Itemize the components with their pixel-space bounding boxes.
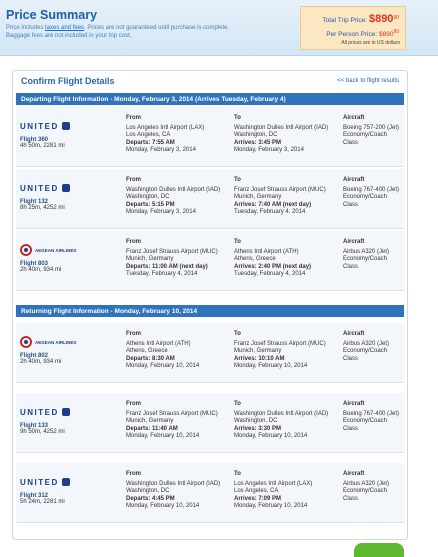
from-label: From [126, 115, 141, 121]
from-date: Monday, February 3, 2014 [126, 147, 196, 153]
flight-row [16, 323, 404, 383]
airline-info [20, 405, 106, 435]
from-column [126, 115, 226, 155]
aircraft-type: Airbus A320 (Jet) [343, 248, 390, 255]
aircraft-column [343, 471, 403, 503]
flight-row [16, 169, 404, 229]
back-to-results-link[interactable]: << back to flight results [337, 78, 399, 84]
panel-title: Confirm Flight Details [21, 76, 115, 86]
from-date: Tuesday, February 4, 2014 [126, 271, 198, 277]
aircraft-type: Boeing 767-400 (Jet) [343, 410, 400, 417]
from-city: Washington, DC [126, 194, 170, 200]
price-note [6, 24, 296, 32]
per-person-price: $890 [378, 31, 394, 39]
from-airport: Washington Dulles Intl Airport (IAD) [126, 186, 221, 193]
arrives-time: Arrives: 3:45 PM [234, 139, 282, 146]
to-column [234, 115, 339, 155]
arrives-time: Arrives: 7:09 PM [234, 495, 282, 502]
panel-header [13, 71, 407, 91]
price-summary [0, 0, 438, 56]
airline-name: AEGEAN AIRLINES [35, 247, 77, 253]
airline-info [20, 181, 106, 211]
from-label: From [126, 239, 141, 245]
aegean-logo [20, 335, 106, 349]
flight-duration: 9h 50m, 4252 mi [20, 429, 65, 435]
aircraft-type: Airbus A320 (Jet) [343, 340, 390, 347]
to-column [234, 471, 339, 511]
aircraft-label: Aircraft [343, 177, 365, 183]
from-city: Munich, Germany [126, 256, 174, 262]
from-city: Munich, Germany [126, 418, 174, 424]
to-airport: Franz Josef Strauss Airport (MUC) [234, 186, 326, 193]
airline-name: UNITED [20, 407, 59, 417]
globe-icon [62, 184, 70, 192]
aircraft-column [343, 177, 403, 209]
cabin-class: Economy/Coach Class [343, 348, 388, 362]
to-airport: Franz Josef Strauss Airport (MUC) [234, 340, 326, 347]
departing-section-bar [16, 93, 404, 105]
from-airport: Washington Dulles Intl Airport (IAD) [126, 480, 221, 487]
aircraft-label: Aircraft [343, 115, 365, 121]
arrives-time: Arrives: 10:10 AM [234, 355, 285, 362]
cabin-class: Economy/Coach Class [343, 132, 388, 146]
to-city: Washington, DC [234, 132, 278, 138]
from-airport: Franz Josef Strauss Airport (MUC) [126, 248, 218, 255]
to-airport: Washington Dulles Intl Airport (IAD) [234, 124, 329, 131]
to-column [234, 401, 339, 441]
from-column [126, 239, 226, 279]
to-date: Monday, February 3, 2014 [234, 147, 304, 153]
flight-number: Flight 133 [20, 423, 49, 429]
aegean-logo [20, 243, 106, 257]
total-price-cents: 90 [393, 14, 399, 21]
from-airport: Los Angeles Intl Airport (LAX) [126, 124, 205, 131]
aircraft-type: Boeing 767-400 (Jet) [343, 186, 400, 193]
from-label: From [126, 177, 141, 183]
per-person-cents: 90 [393, 29, 399, 35]
airline-name: UNITED [20, 477, 59, 487]
flight-row [16, 393, 404, 453]
from-label: From [126, 401, 141, 407]
aegean-emblem-icon [20, 336, 32, 348]
aircraft-label: Aircraft [343, 401, 365, 407]
aircraft-column [343, 401, 403, 433]
airline-name: UNITED [20, 121, 59, 131]
aircraft-type: Airbus A320 (Jet) [343, 480, 390, 487]
price-summary-left [6, 8, 296, 40]
to-airport: Washington Dulles Intl Airport (IAD) [234, 410, 329, 417]
airline-name: UNITED [20, 183, 59, 193]
flight-number: Flight 802 [20, 353, 49, 359]
price-note-pre: Price includes [6, 25, 46, 31]
price-summary-title: Price Summary [6, 8, 98, 22]
flight-number: Flight 312 [20, 493, 49, 499]
globe-icon [62, 122, 70, 130]
to-label: To [234, 471, 241, 477]
to-column [234, 331, 339, 371]
price-box [300, 6, 406, 50]
flight-row [16, 231, 404, 291]
flight-row [16, 463, 404, 523]
aircraft-column [343, 331, 403, 363]
from-column [126, 177, 226, 217]
aircraft-label: Aircraft [343, 239, 365, 245]
aircraft-label: Aircraft [343, 331, 365, 337]
returning-section-bar [16, 305, 404, 317]
arrives-time: Arrives: 7:40 AM (next day) [234, 201, 312, 208]
departs-time: Departs: 7:55 AM [126, 139, 175, 146]
to-column [234, 239, 339, 279]
baggage-note: Baggage fees are not included in your trip cost. [6, 33, 132, 39]
to-date: Monday, February 10, 2014 [234, 503, 308, 509]
flight-duration: 8h 25m, 4252 mi [20, 205, 65, 211]
from-airport: Franz Josef Strauss Airport (MUC) [126, 410, 218, 417]
to-label: To [234, 177, 241, 183]
to-city: Munich, Germany [234, 194, 282, 200]
airline-info [20, 335, 106, 365]
flight-duration: 5h 24m, 2281 mi [20, 499, 65, 505]
to-city: Washington, DC [234, 418, 278, 424]
to-city: Athens, Greece [234, 256, 276, 262]
to-city: Los Angeles, CA [234, 488, 279, 494]
to-airport: Los Angeles Intl Airport (LAX) [234, 480, 313, 487]
per-person-label: Per Person Price: [326, 31, 378, 39]
cabin-class: Economy/Coach Class [343, 256, 388, 270]
departs-time: Departs: 11:00 AM (next day) [126, 263, 208, 270]
flight-row [16, 107, 404, 167]
flight-duration: 2h 40m, 934 mi [20, 359, 62, 365]
flight-duration: 2h 40m, 934 mi [20, 267, 62, 273]
to-date: Tuesday, February 4, 2014 [234, 209, 306, 215]
to-label: To [234, 401, 241, 407]
from-date: Monday, February 10, 2014 [126, 363, 200, 369]
departs-time: Departs: 11:40 AM [126, 425, 178, 432]
currency-note: All prices are in US dollars [341, 40, 400, 46]
globe-icon [62, 478, 70, 486]
to-label: To [234, 331, 241, 337]
united-logo [20, 475, 106, 489]
price-note-post: . Prices are not guaranteed until purchase is complete. [84, 25, 230, 31]
aegean-emblem-icon [20, 244, 32, 256]
returning-bar-date: - Monday, February 10, 2014 [108, 308, 198, 315]
arrives-time: Arrives: 3:30 PM [234, 425, 282, 432]
returning-bar-label: Returning Flight Information [21, 308, 109, 315]
from-city: Athens, Greece [126, 348, 168, 354]
total-price: $890 [368, 13, 394, 25]
from-city: Los Angeles, CA [126, 132, 171, 138]
aircraft-type: Boeing 757-200 (Jet) [343, 124, 400, 131]
taxes-fees-link[interactable]: taxes and fees [45, 25, 85, 31]
departing-bar-date: - Monday, February 3, 2014 (Arrives Tuesday, February 4) [108, 96, 286, 103]
from-airport: Athens Intl Airport (ATH) [126, 340, 191, 347]
flight-details-panel [12, 70, 408, 540]
globe-icon [62, 408, 70, 416]
departs-time: Departs: 8:30 AM [126, 355, 175, 362]
united-logo [20, 119, 106, 133]
continue-button[interactable] [354, 543, 404, 557]
to-label: To [234, 115, 241, 121]
from-column [126, 401, 226, 441]
cabin-class: Economy/Coach Class [343, 488, 388, 502]
to-label: To [234, 239, 241, 245]
arrives-time: Arrives: 2:40 PM (next day) [234, 263, 312, 270]
to-city: Munich, Germany [234, 348, 282, 354]
airline-info [20, 243, 106, 273]
to-date: Monday, February 10, 2014 [234, 433, 308, 439]
departs-time: Departs: 4:45 PM [126, 495, 175, 502]
airline-name: AEGEAN AIRLINES [35, 339, 77, 345]
to-column [234, 177, 339, 217]
departing-bar-label: Departing Flight Information [21, 96, 109, 103]
aircraft-column [343, 115, 403, 147]
from-date: Monday, February 10, 2014 [126, 433, 200, 439]
aircraft-column [343, 239, 403, 271]
total-price-row [322, 13, 399, 25]
from-label: From [126, 471, 141, 477]
flight-duration: 4h 50m, 2281 mi [20, 143, 65, 149]
from-column [126, 471, 226, 511]
to-date: Tuesday, February 4, 2014 [234, 271, 306, 277]
from-date: Monday, February 3, 2014 [126, 209, 196, 215]
cabin-class: Economy/Coach Class [343, 418, 388, 432]
cabin-class: Economy/Coach Class [343, 194, 388, 208]
departs-time: Departs: 5:15 PM [126, 201, 175, 208]
from-city: Washington, DC [126, 488, 170, 494]
airline-info [20, 119, 106, 149]
per-person-row [326, 29, 399, 38]
aircraft-label: Aircraft [343, 471, 365, 477]
total-price-label: Total Trip Price: [322, 17, 368, 24]
from-column [126, 331, 226, 371]
flight-number: Flight 803 [20, 261, 49, 267]
from-label: From [126, 331, 141, 337]
airline-info [20, 475, 106, 505]
united-logo [20, 405, 106, 419]
flight-number: Flight 132 [20, 199, 49, 205]
to-date: Monday, February 10, 2014 [234, 363, 308, 369]
from-date: Monday, February 10, 2014 [126, 503, 200, 509]
to-airport: Athens Intl Airport (ATH) [234, 248, 299, 255]
flight-number: Flight 360 [20, 137, 49, 143]
united-logo [20, 181, 106, 195]
